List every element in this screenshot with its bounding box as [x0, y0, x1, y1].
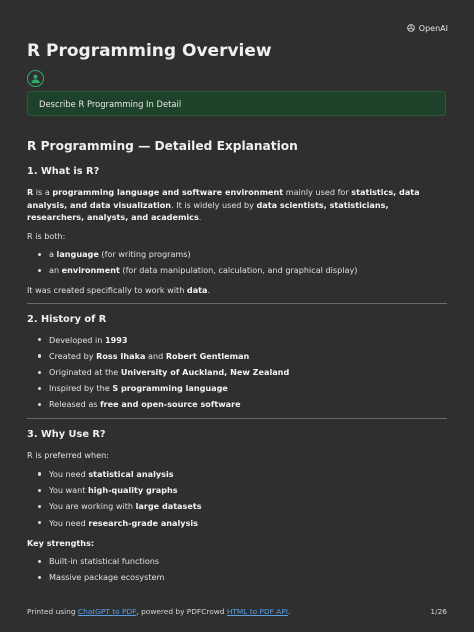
list-item: You need statistical analysis: [27, 468, 447, 480]
key-strengths-label: Key strengths:: [27, 537, 95, 548]
page-number: 1/26: [430, 607, 447, 616]
section-divider: [27, 303, 447, 304]
list-item: Massive package ecosystem: [27, 571, 447, 583]
list-item: Originated at the University of Auckland, New Zealand: [27, 366, 447, 378]
preferred-when-text: R is preferred when:: [27, 450, 109, 461]
list-item: Built-in statistical functions: [27, 555, 447, 567]
created-for-data-text: It was created specifically to work with data.: [27, 285, 211, 296]
section-divider: [27, 418, 447, 419]
avatar: [27, 70, 44, 87]
openai-brand: [406, 23, 448, 33]
what-is-r-paragraph: R is a programming language and software environment mainly used for statistics, data analysis, and data visualization. It is widely used by data scientists, statisticians, researchers, analysts, and academics.: [27, 187, 420, 222]
r-is-both-text: R is both:: [27, 230, 66, 241]
html-to-pdf-api-link[interactable]: HTML to PDF API: [226, 607, 288, 616]
print-footer: Printed using ChatGPT to PDF, powered by PDFCrowd HTML to PDF API. 1/26: [27, 607, 447, 616]
key-strengths-list: [27, 555, 447, 583]
list-item: an environment (for data manipulation, calculation, and graphical display): [27, 264, 447, 276]
section-history-heading: 2. History of R: [27, 313, 107, 325]
page-title: R Programming Overview: [27, 41, 272, 61]
list-item: Inspired by the S programming language: [27, 382, 447, 394]
chatgpt-to-pdf-link[interactable]: ChatGPT to PDF: [77, 607, 137, 616]
r-is-both-list: [27, 248, 447, 276]
user-prompt: Describe R Programming In Detail: [27, 91, 446, 116]
response-content: [27, 139, 447, 591]
why-use-list: [27, 468, 447, 529]
list-item: You are working with large datasets: [27, 500, 447, 512]
user-avatar-icon: [30, 73, 41, 84]
list-item: Developed in 1993: [27, 334, 447, 346]
section-what-is-r-heading: 1. What is R?: [27, 166, 100, 177]
list-item: You need research-grade analysis: [27, 517, 447, 529]
history-list: [27, 334, 447, 411]
list-item: Released as free and open-source software: [27, 398, 447, 410]
section-why-use-r-heading: 3. Why Use R?: [27, 429, 106, 441]
list-item: a language (for writing programs): [27, 248, 447, 260]
list-item: Created by Ross Ihaka and Robert Gentleman: [27, 350, 447, 362]
brand-label: OpenAI: [418, 23, 448, 33]
list-item: You want high-quality graphs: [27, 484, 447, 496]
openai-logo-icon: [406, 23, 416, 33]
response-heading: R Programming — Detailed Explanation: [27, 139, 298, 153]
